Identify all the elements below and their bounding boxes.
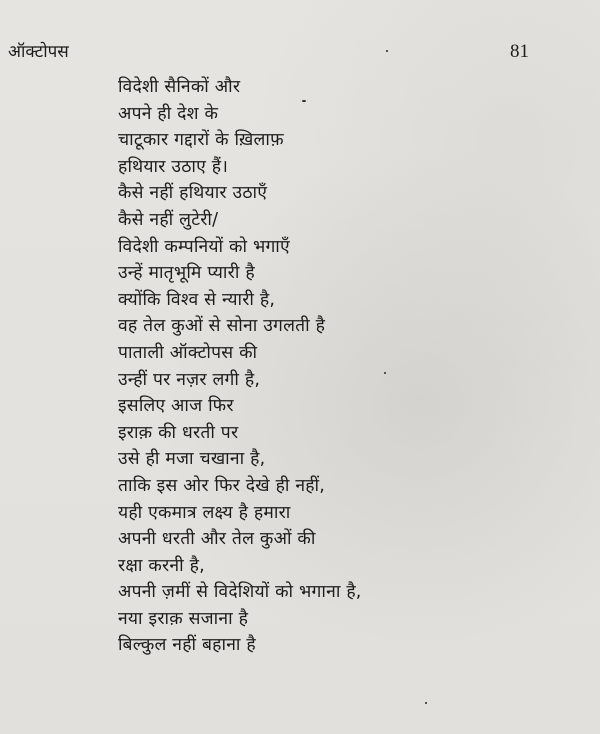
poem-line: यही एकमात्र लक्ष्य है हमारा <box>118 502 291 523</box>
ink-speck <box>384 372 386 374</box>
poem-line: विदेशी सैनिकों और <box>118 77 241 97</box>
poem-line: पाताली ऑक्टोपस की <box>118 342 258 363</box>
poem-line: ताकि इस ओर फिर देखे ही नहीं, <box>118 475 326 496</box>
poem-line: विदेशी कम्पनियों को भगाएँ <box>118 236 290 257</box>
poem-line: इराक़ की धरती पर <box>118 422 239 443</box>
poem-text <box>118 74 362 659</box>
poem-line: इसलिए आज फिर <box>118 396 234 417</box>
poem-line: अपनी ज़मीं से विदेशियों को भगाना है, <box>118 582 362 603</box>
page-number: 81 <box>510 41 529 62</box>
poem-line: उन्हें मातृभूमि प्यारी है <box>118 263 255 284</box>
poem-line: नया इराक़ सजाना है <box>118 608 249 629</box>
poem-line: अपने ही देश के <box>118 103 219 124</box>
poem-line: कैसे नहीं लुटेरी/ <box>118 209 219 230</box>
poem-line: वह तेल कुओं से सोना उगलती है <box>118 316 326 337</box>
poem-line: उसे ही मजा चखाना है, <box>118 449 266 470</box>
ink-speck <box>386 50 388 52</box>
poem-line: क्योंकि विश्व से न्यारी है, <box>118 289 276 310</box>
poem-line: चाटूकार गद्दारों के ख़िलाफ़ <box>118 130 284 151</box>
running-header-title: ऑक्टोपस <box>8 42 69 62</box>
ink-speck <box>425 702 427 704</box>
poem-line: बिल्कुल नहीं बहाना है <box>118 635 256 656</box>
poem-line: हथियार उठाए हैं। <box>118 156 229 177</box>
poem-line: रक्षा करनी है, <box>118 555 205 576</box>
poem-line: उन्हीं पर नज़र लगी है, <box>118 369 261 390</box>
poem-line: कैसे नहीं हथियार उठाएँ <box>118 183 268 204</box>
poem-line: अपनी धरती और तेल कुओं की <box>118 529 316 550</box>
